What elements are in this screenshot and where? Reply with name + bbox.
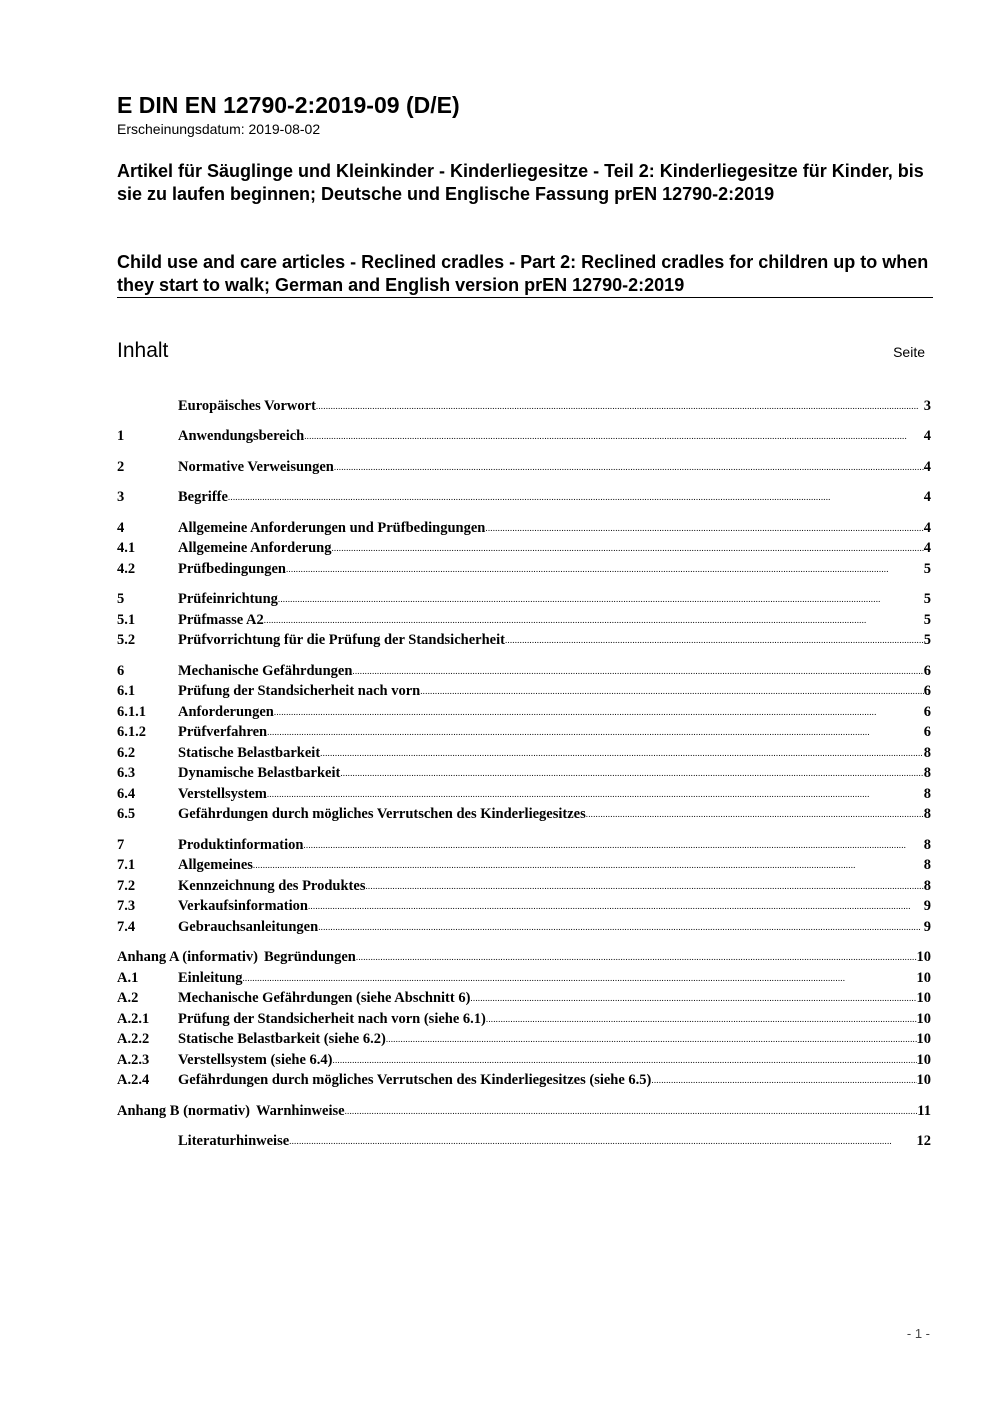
toc-entry-page: 8 (923, 857, 931, 873)
toc-entry-number: 2 (117, 458, 125, 475)
toc-entry-page: 5 (923, 591, 931, 607)
toc-entry[interactable] (117, 588, 931, 609)
toc-entry-title: Mechanische Gefährdungen (siehe Abschnitt 6) (178, 990, 471, 1006)
toc-dot-leader (340, 768, 923, 779)
toc-entry-title: Dynamische Belastbarkeit (178, 765, 341, 781)
toc-entry-title: Allgemeine Anforderungen und Prüfbedingungen (178, 519, 486, 536)
toc-entry[interactable] (117, 659, 931, 680)
toc-entry[interactable] (117, 516, 931, 537)
toc-entry[interactable] (117, 741, 931, 762)
toc-dot-leader (470, 993, 916, 1004)
toc-entry-page: 5 (923, 560, 931, 577)
toc-entry-page: 9 (923, 918, 931, 935)
title-divider (117, 297, 933, 298)
toc-dot-leader (289, 1136, 916, 1147)
toc-entry[interactable] (117, 721, 931, 742)
toc-entry-number: 4 (117, 519, 125, 536)
toc-entry-title: Allgemeine Anforderung (178, 540, 332, 556)
toc-entry-title: Gefährdungen durch mögliches Verrutschen des Kinderliegesitzes (178, 806, 586, 822)
toc-entry-title: Prüfverfahren (178, 724, 268, 740)
toc-entry-title: Einleitung (178, 969, 243, 986)
toc-entry-title: Statische Belastbarkeit (178, 744, 321, 761)
toc-entry-title: Prüfbedingungen (178, 560, 286, 577)
toc-entry[interactable] (117, 762, 931, 783)
toc-dot-leader (304, 431, 924, 442)
toc-entry[interactable] (117, 1099, 931, 1120)
toc-entry-number: A.2 (117, 990, 139, 1006)
toc-entry-title: Allgemeines (178, 857, 253, 873)
toc-entry[interactable] (117, 486, 931, 507)
publication-date: Erscheinungsdatum: 2019-08-02 (117, 121, 321, 137)
toc-entry[interactable] (117, 1069, 931, 1090)
toc-entry-title: Anforderungen (178, 703, 274, 720)
toc-entry[interactable] (117, 394, 931, 415)
toc-entry-number: 6.1 (117, 683, 136, 699)
toc-entry-page: 10 (916, 1010, 931, 1027)
toc-entry-page: 8 (923, 836, 931, 853)
page-number: - 1 - (906, 1326, 930, 1341)
toc-entry-title: Begründungen (264, 949, 356, 965)
toc-dot-leader (386, 1034, 917, 1045)
toc-entry[interactable] (117, 537, 931, 558)
toc-entry-page: 4 (923, 428, 931, 444)
toc-entry-page: 9 (923, 898, 931, 914)
toc-heading: Inhalt (117, 339, 169, 362)
toc-dot-leader (420, 686, 924, 697)
toc-entry-page: 5 (923, 611, 931, 628)
toc-entry-page: 10 (916, 969, 931, 986)
toc-entry[interactable] (117, 946, 931, 967)
toc-entry-title: Anwendungsbereich (178, 428, 305, 444)
toc-entry-title: Verstellsystem (siehe 6.4) (178, 1051, 333, 1068)
toc-entry-number: 6.4 (117, 785, 136, 802)
toc-entry[interactable] (117, 966, 931, 987)
toc-dot-leader (586, 809, 924, 820)
toc-dot-leader (485, 523, 923, 534)
toc-entry-page: 10 (916, 1031, 931, 1047)
toc-entry-number: A.2.4 (117, 1072, 150, 1088)
toc-dot-leader (267, 789, 924, 800)
toc-entry-page: 6 (923, 703, 931, 720)
toc-entry-title: Begriffe (178, 489, 228, 505)
toc-entry-number: A.2.1 (117, 1010, 150, 1027)
toc-entry-page: 8 (923, 877, 931, 894)
toc-entry[interactable] (117, 854, 931, 875)
toc-entry-page: 10 (916, 949, 931, 965)
toc-entry-page: 4 (923, 489, 931, 505)
toc-entry-number: 5.1 (117, 611, 136, 628)
toc-entry-number: 6.5 (117, 806, 136, 822)
table-of-contents (117, 394, 931, 1150)
toc-entry[interactable] (117, 700, 931, 721)
toc-entry-title: Prüfvorrichtung für die Prüfung der Standsicherheit (178, 632, 505, 648)
toc-entry-title: Statische Belastbarkeit (siehe 6.2) (178, 1031, 386, 1047)
toc-entry-page: 10 (916, 1072, 931, 1088)
toc-dot-leader (352, 666, 923, 677)
toc-entry-page: 8 (923, 765, 931, 781)
toc-entry[interactable] (117, 425, 931, 446)
toc-dot-leader (331, 543, 923, 554)
toc-entry-title: Mechanische Gefährdungen (178, 662, 353, 679)
toc-entry-number: 4.2 (117, 560, 136, 577)
toc-dot-leader (308, 901, 924, 912)
toc-entry[interactable] (117, 1130, 931, 1151)
toc-entry-page: 3 (923, 397, 931, 414)
toc-entry-title: Gefährdungen durch mögliches Verrutschen des Kinderliegesitzes (siehe 6.5) (178, 1072, 652, 1088)
toc-dot-leader (267, 727, 924, 738)
title-english: Child use and care articles - Reclined cradles - Part 2: Reclined cradles for children up to when they start to walk; German and English version prEN 12790-2:2019 (117, 252, 929, 295)
toc-dot-leader (286, 564, 924, 575)
toc-entry-page: 12 (916, 1133, 931, 1149)
toc-entry-number: A.2.3 (117, 1051, 150, 1068)
toc-entry-number: 6.1.1 (117, 703, 146, 720)
toc-dot-leader (334, 462, 924, 473)
toc-entry-title: Verstellsystem (178, 785, 267, 802)
toc-entry[interactable] (117, 629, 931, 650)
toc-entry-number: A.1 (117, 969, 139, 986)
toc-dot-leader (242, 973, 916, 984)
toc-entry[interactable] (117, 1007, 931, 1028)
toc-entry-number: 6 (117, 662, 125, 679)
toc-dot-leader (316, 401, 924, 412)
toc-entry-number: Anhang A (informativ) (117, 949, 258, 965)
toc-dot-leader (320, 748, 924, 759)
toc-entry[interactable] (117, 915, 931, 936)
toc-entry-number: 6.3 (117, 765, 136, 781)
toc-entry-page: 8 (923, 785, 931, 802)
toc-entry-page: 4 (923, 458, 931, 475)
toc-dot-leader (356, 952, 917, 963)
toc-entry-page: 4 (923, 519, 931, 536)
toc-entry-page: 6 (923, 662, 931, 679)
toc-dot-leader (486, 1014, 917, 1025)
toc-entry-number: 7 (117, 836, 125, 853)
toc-entry-title: Prüfeinrichtung (178, 591, 278, 607)
toc-entry-page: 11 (917, 1102, 931, 1119)
toc-entry[interactable] (117, 987, 931, 1008)
toc-entry[interactable] (117, 803, 931, 824)
toc-entry-title: Gebrauchsanleitungen (178, 918, 319, 935)
toc-entry-title: Verkaufsinformation (178, 898, 308, 914)
toc-dot-leader (274, 707, 924, 718)
toc-dot-leader (651, 1075, 916, 1086)
toc-entry-title: Europäisches Vorwort (178, 397, 316, 414)
toc-entry-page: 10 (916, 990, 931, 1006)
toc-dot-leader (333, 1055, 917, 1066)
title-german: Artikel für Säuglinge und Kleinkinder - Kinderliegesitze - Teil 2: Kinderliegesitze für Kinder, bis sie zu laufen beginnen; Deutsche und Englische Fassung prEN 12790-2:2019 (117, 161, 924, 204)
toc-entry-number: 5 (117, 591, 125, 607)
toc-entry-number: 4.1 (117, 540, 136, 556)
toc-entry[interactable] (117, 455, 931, 476)
toc-entry-number: 7.1 (117, 857, 136, 873)
toc-entry-page: 8 (923, 744, 931, 761)
toc-dot-leader (505, 635, 924, 646)
toc-entry-page: 10 (916, 1051, 931, 1068)
toc-dot-leader (345, 1106, 918, 1117)
toc-entry-title: Prüfmasse A2 (178, 611, 264, 628)
toc-entry-title: Literaturhinweise (178, 1133, 290, 1149)
toc-entry-title: Normative Verweisungen (178, 458, 334, 475)
toc-entry[interactable] (117, 557, 931, 578)
toc-entry[interactable] (117, 608, 931, 629)
toc-entry-number: Anhang B (normativ) (117, 1102, 250, 1119)
toc-entry-number: 6.1.2 (117, 724, 146, 740)
toc-dot-leader (228, 492, 924, 503)
toc-dot-leader (264, 615, 924, 626)
toc-entry-page: 4 (923, 540, 931, 556)
toc-entry-number: A.2.2 (117, 1031, 150, 1047)
toc-entry-number: 6.2 (117, 744, 136, 761)
toc-entry-title: Prüfung der Standsicherheit nach vorn (178, 683, 421, 699)
toc-entry-page: 6 (923, 683, 931, 699)
toc-entry-page: 6 (923, 724, 931, 740)
toc-dot-leader (253, 860, 924, 871)
toc-entry-title: Produktinformation (178, 836, 304, 853)
toc-dot-leader (278, 594, 924, 605)
toc-entry[interactable] (117, 680, 931, 701)
toc-entry[interactable] (117, 782, 931, 803)
toc-entry-number: 7.3 (117, 898, 136, 914)
toc-entry-number: 7.4 (117, 918, 136, 935)
toc-entry-title: Prüfung der Standsicherheit nach vorn (siehe 6.1) (178, 1010, 486, 1027)
toc-entry[interactable] (117, 874, 931, 895)
toc-entry-number: 1 (117, 428, 125, 444)
toc-entry-page: 8 (923, 806, 931, 822)
toc-page-column-label: Seite (893, 344, 925, 360)
toc-entry-title: Kennzeichnung des Produktes (178, 877, 366, 894)
toc-dot-leader (318, 922, 924, 933)
toc-dot-leader (303, 840, 923, 851)
toc-entry-page: 5 (923, 632, 931, 648)
toc-dot-leader (365, 881, 923, 892)
toc-entry[interactable] (117, 1048, 931, 1069)
toc-entry[interactable] (117, 833, 931, 854)
document-code: E DIN EN 12790-2:2019-09 (D/E) (117, 92, 460, 118)
toc-entry[interactable] (117, 895, 931, 916)
toc-entry-title: Warnhinweise (255, 1102, 345, 1119)
toc-entry-number: 5.2 (117, 632, 136, 648)
toc-entry[interactable] (117, 1028, 931, 1049)
toc-entry-number: 7.2 (117, 877, 136, 894)
toc-entry-number: 3 (117, 489, 125, 505)
